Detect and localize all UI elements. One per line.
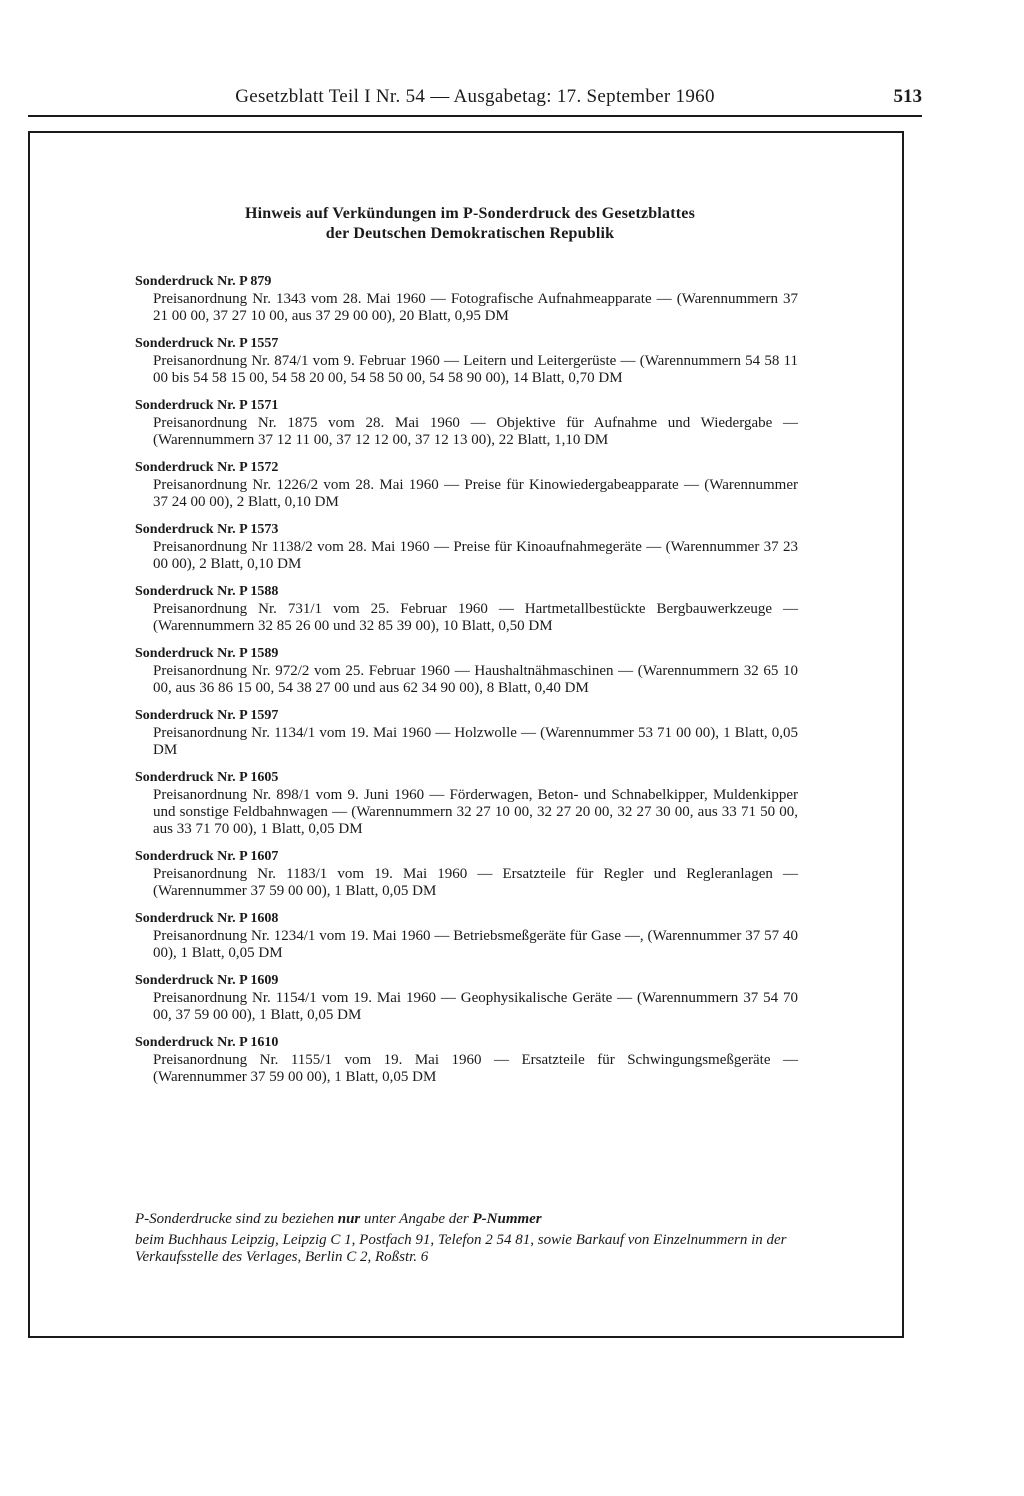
entry-text: Preisanordnung Nr. 1234/1 vom 19. Mai 1960 — Betriebsmeßgeräte für Gase —, (Warennummer 37 57 40 00), 1 Blatt, 0,05 DM bbox=[153, 928, 798, 961]
page-number: 513 bbox=[893, 86, 922, 107]
ordering-note-address: beim Buchhaus Leipzig, Leipzig C 1, Postfach 91, Telefon 2 54 81, sowie Barkauf von Einzelnummern in der Verkaufsstelle des Verlages, Berlin C 2, Roßstr. 6 bbox=[135, 1232, 787, 1265]
entry-heading: Sonderdruck Nr. P 1609 bbox=[135, 973, 279, 988]
entry-heading: Sonderdruck Nr. P 1557 bbox=[135, 336, 279, 351]
entry-text: Preisanordnung Nr. 972/2 vom 25. Februar 1960 — Haushaltnähmaschinen — (Warennummern 32 65 10 00, aus 36 86 15 00, 54 38 27 00 und aus 62 34 90 00), 8 Blatt, 0,40 DM bbox=[153, 663, 798, 696]
entry-text: Preisanordnung Nr. 731/1 vom 25. Februar 1960 — Hartmetallbestückte Bergbauwerkzeuge — (Warennummern 32 85 26 00 und 32 85 39 00), 10 Blatt, 0,50 DM bbox=[153, 601, 798, 634]
entry-p1605 bbox=[135, 769, 798, 838]
notice-title-line-1: Hinweis auf Verkündungen im P-Sonderdruck des Gesetzblattes bbox=[244, 205, 696, 222]
entry-p1607 bbox=[135, 848, 798, 900]
entry-text: Preisanordnung Nr. 1154/1 vom 19. Mai 1960 — Geophysikalische Geräte — (Warennummern 37 54 70 00, 37 59 00 00), 1 Blatt, 0,05 DM bbox=[153, 990, 798, 1023]
entry-heading: Sonderdruck Nr. P 1608 bbox=[135, 911, 279, 926]
entry-heading: Sonderdruck Nr. P 1571 bbox=[135, 398, 279, 413]
entry-heading: Sonderdruck Nr. P 1573 bbox=[135, 522, 279, 537]
entry-p1589 bbox=[135, 645, 798, 697]
entry-text: Preisanordnung Nr 1138/2 vom 28. Mai 1960 — Preise für Kinoaufnahmegeräte — (Warennummer 37 23 00 00), 2 Blatt, 0,10 DM bbox=[153, 539, 798, 572]
header-rule bbox=[28, 115, 922, 117]
entry-p1609 bbox=[135, 972, 798, 1024]
notice-title-line-2: der Deutschen Demokratischen Republik bbox=[325, 225, 615, 242]
entry-text: Preisanordnung Nr. 1155/1 vom 19. Mai 1960 — Ersatzteile für Schwingungsmeßgeräte — (Warennummer 37 59 00 00), 1 Blatt, 0,05 DM bbox=[153, 1052, 798, 1085]
entry-heading: Sonderdruck Nr. P 1607 bbox=[135, 849, 279, 864]
entry-text: Preisanordnung Nr. 1134/1 vom 19. Mai 1960 — Holzwolle — (Warennummer 53 71 00 00), 1 Blatt, 0,05 DM bbox=[153, 725, 798, 758]
entry-p1573 bbox=[135, 521, 798, 573]
entry-p1608 bbox=[135, 910, 798, 962]
entry-heading: Sonderdruck Nr. P 1572 bbox=[135, 460, 279, 475]
page-header bbox=[28, 86, 922, 116]
entry-heading: Sonderdruck Nr. P 879 bbox=[135, 274, 272, 289]
entry-list bbox=[135, 273, 798, 1096]
entry-text: Preisanordnung Nr. 1183/1 vom 19. Mai 1960 — Ersatzteile für Regler und Regleranlagen — (Warennummer 37 59 00 00), 1 Blatt, 0,05 DM bbox=[153, 866, 798, 899]
ordering-note-line-1 bbox=[135, 1211, 815, 1228]
ordering-note-emphasis: nur bbox=[337, 1211, 361, 1227]
entry-text: Preisanordnung Nr. 1226/2 vom 28. Mai 1960 — Preise für Kinowiedergabeapparate — (Warennummer 37 24 00 00), 2 Blatt, 0,10 DM bbox=[153, 477, 798, 510]
entry-heading: Sonderdruck Nr. P 1610 bbox=[135, 1035, 279, 1050]
entry-heading: Sonderdruck Nr. P 1589 bbox=[135, 646, 279, 661]
entry-p1588 bbox=[135, 583, 798, 635]
entry-heading: Sonderdruck Nr. P 1588 bbox=[135, 584, 279, 599]
entry-p879 bbox=[135, 273, 798, 325]
ordering-note-emphasis: P-Nummer bbox=[472, 1211, 542, 1227]
notice-title bbox=[170, 204, 770, 244]
entry-p1571 bbox=[135, 397, 798, 449]
entry-heading: Sonderdruck Nr. P 1605 bbox=[135, 770, 279, 785]
entry-text: Preisanordnung Nr. 898/1 vom 9. Juni 1960 — Förderwagen, Beton- und Schnabelkipper, Muldenkipper und sonstige Feldbahnwagen — (Warennummern 32 27 10 00, 32 27 20 00, 32 27 30 00, aus 33 71 50 00, aus 33 71 70 00), 1 Blatt, 0,05 DM bbox=[153, 787, 798, 837]
ordering-note-text: P-Sonderdrucke sind zu beziehen bbox=[135, 1211, 334, 1227]
entry-p1610 bbox=[135, 1034, 798, 1086]
entry-p1557 bbox=[135, 335, 798, 387]
header-title: Gesetzblatt Teil I Nr. 54 — Ausgabetag: 17. September 1960 bbox=[235, 86, 715, 107]
entry-heading: Sonderdruck Nr. P 1597 bbox=[135, 708, 279, 723]
entry-text: Preisanordnung Nr. 1875 vom 28. Mai 1960 — Objektive für Aufnahme und Wiedergabe — (Warennummern 37 12 11 00, 37 12 12 00, 37 12 13 00), 22 Blatt, 1,10 DM bbox=[153, 415, 798, 448]
entry-text: Preisanordnung Nr. 1343 vom 28. Mai 1960 — Fotografische Aufnahmeapparate — (Warennummern 37 21 00 00, 37 27 10 00, aus 37 29 00 00), 20 Blatt, 0,95 DM bbox=[153, 291, 798, 324]
ordering-note bbox=[135, 1211, 815, 1266]
ordering-note-text: unter Angabe der bbox=[364, 1211, 469, 1227]
entry-text: Preisanordnung Nr. 874/1 vom 9. Februar 1960 — Leitern und Leitergerüste — (Warennummern 54 58 11 00 bis 54 58 15 00, 54 58 20 00, 54 58 50 00, 54 58 90 00), 14 Blatt, 0,70 DM bbox=[153, 353, 798, 386]
entry-p1597 bbox=[135, 707, 798, 759]
entry-p1572 bbox=[135, 459, 798, 511]
